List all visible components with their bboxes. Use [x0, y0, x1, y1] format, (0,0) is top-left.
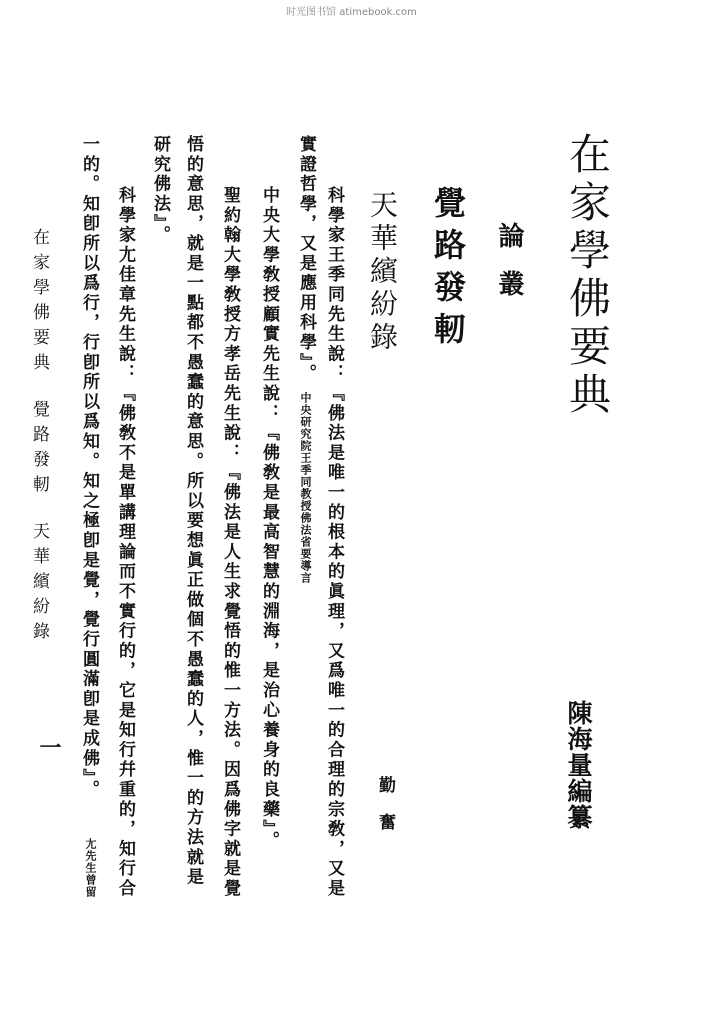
- article-title: 覺路發軔: [429, 186, 467, 354]
- footer-series-title: 天華繽紛錄: [29, 522, 49, 647]
- quote-3-line-2: 悟的意思，就是一點都不愚蠢的意思。所以要想眞正做個不愚蠢的人，惟一的方法就是: [183, 135, 203, 888]
- quote-4-line-1: 科學家尢佳章先生說：『佛敎不是單講理論而不實行的，它是知行幷重的，知行合: [115, 186, 135, 899]
- book-title: 在家學佛要典: [563, 132, 612, 420]
- watermark: 时光图书馆 atimebook.com: [286, 7, 417, 18]
- article-author: 勤奮: [375, 776, 395, 850]
- section-label: 論叢: [494, 222, 524, 318]
- running-footer: [30, 228, 47, 647]
- quote-3-line-3: 研究佛法』。: [150, 135, 170, 246]
- footer-book-title: 在家學佛要典: [29, 228, 49, 378]
- quote-1-source-note: 中央研究院王季同教授佛法省要導言: [299, 392, 312, 584]
- quote-4-source-note: 尢先生曾留: [84, 838, 97, 898]
- quote-4-line-2: 一的。知卽所以爲行，行卽所以爲知。知之極卽是覺，覺行圓滿卽是成佛』。: [79, 135, 99, 800]
- series-title: 天華繽紛錄: [366, 190, 399, 355]
- quote-1-line-1: 科學家王季同先生說：『佛法是唯一的根本的眞理，又爲唯一的合理的宗敎，又是: [324, 186, 344, 899]
- quote-3-line-1: 聖約翰大學敎授方孝岳先生說：『佛法是人生求覺悟的惟一方法。因爲佛字就是覺: [220, 186, 240, 899]
- footer-article-title: 覺路發軔: [29, 400, 49, 500]
- page-number: 一: [36, 736, 62, 758]
- editor-credit: 陳海量編纂: [564, 700, 593, 830]
- quote-2-line-1: 中央大學敎授顧實先生說：『佛敎是最高智慧的淵海，是治心養身的良藥』。: [259, 186, 279, 851]
- quote-1-line-2: 實證哲學，又是應用科學』。: [296, 135, 316, 384]
